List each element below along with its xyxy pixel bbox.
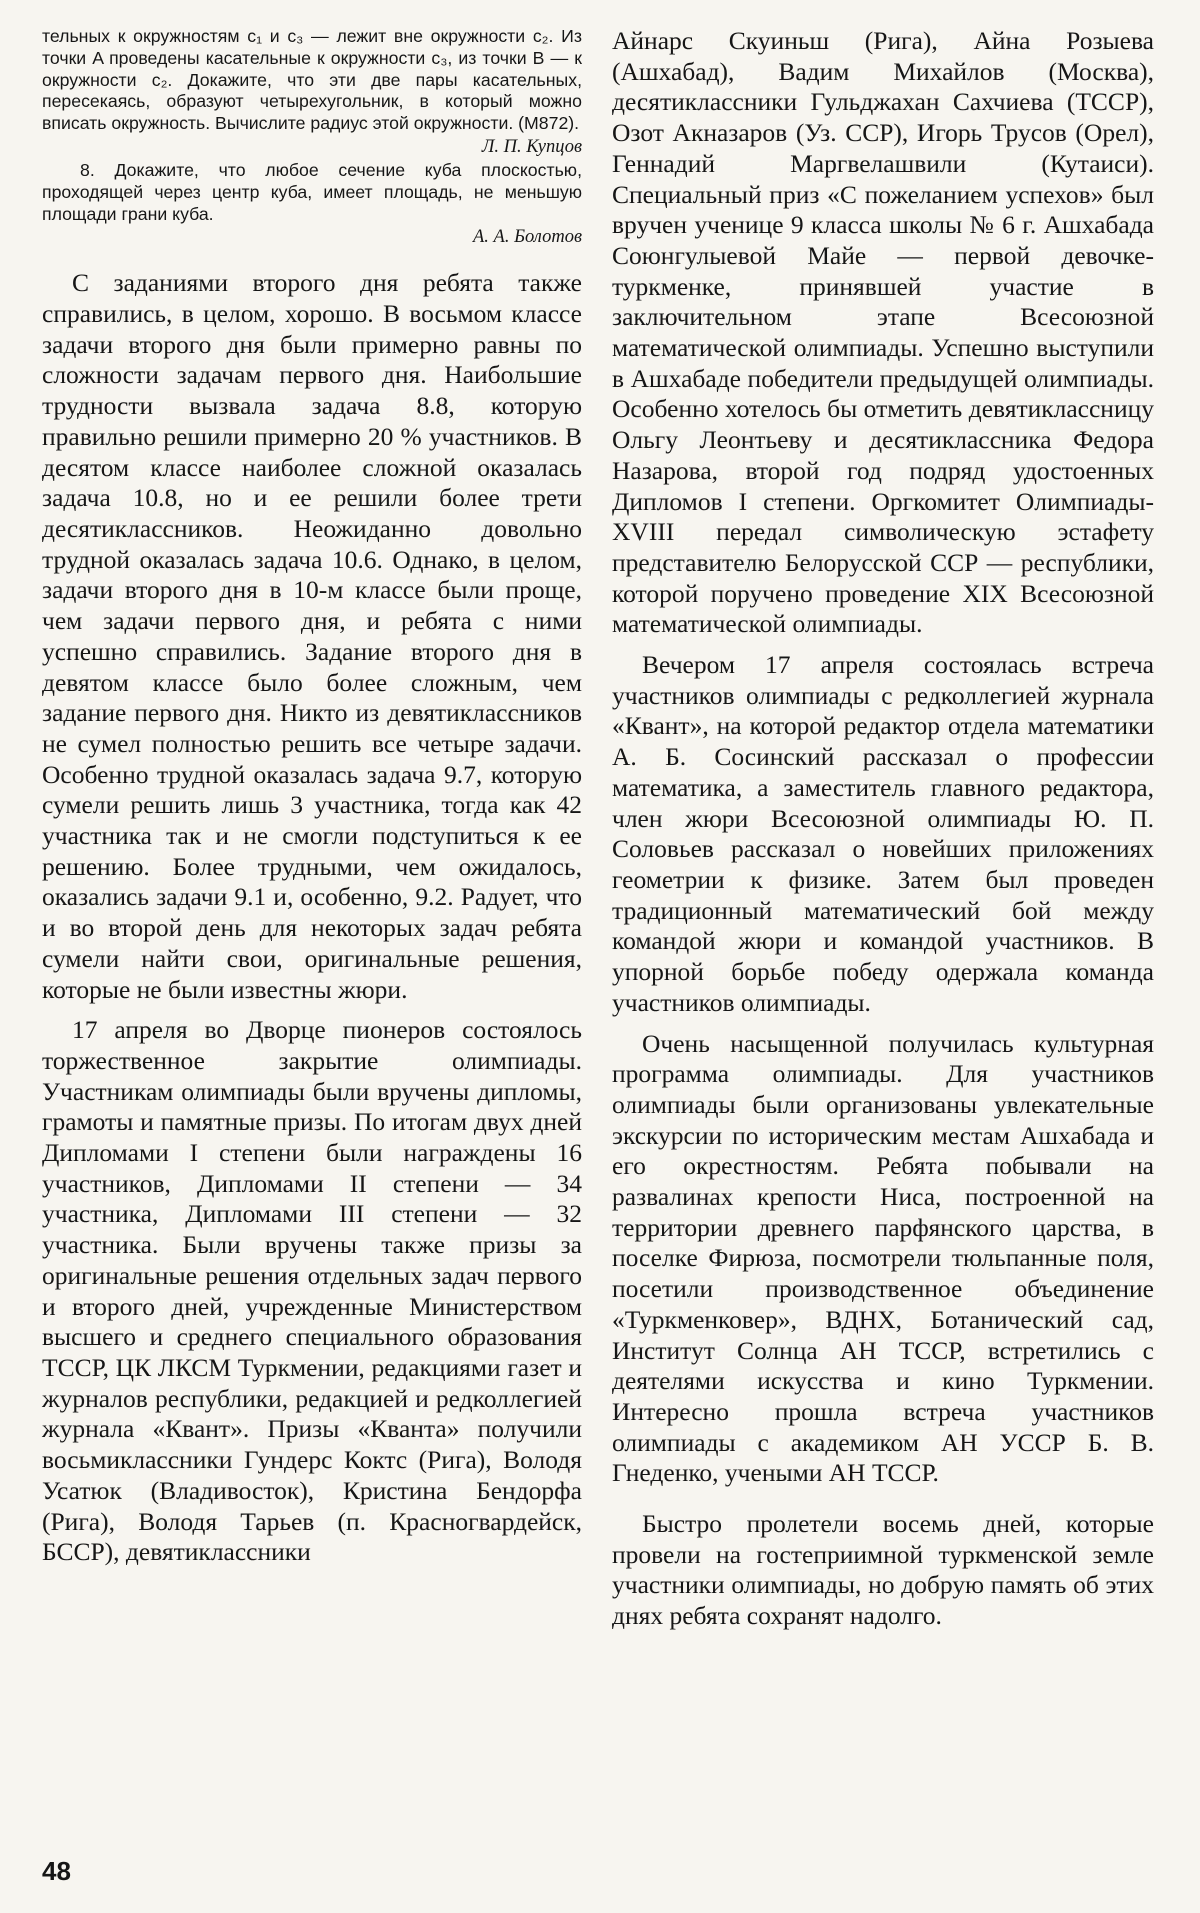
article-paragraph: Айнарс Скуиньш (Рига), Айна Розыева (Ашхабад), Вадим Михайлов (Москва), десятиклассники Гульджахан Сахчиева (ТССР), Озот Акназаров (Уз. ССР), Игорь Трусов (Орел), Геннадий Маргвелашвили (Кутаиси). Специальный приз «С пожеланием успехов» был вручен ученице 9 класса школы № 6 г. Ашхабада Союнгулыевой Майе — первой девочке-туркменке, принявшей участие в заключительном этапе Всесоюзной математической олимпиады. Успешно выступили в Ашхабаде победители предыдущей олимпиады. Особенно хотелось бы отметить девятиклассницу Ольгу Леонтьеву и десятиклассника Федора Назарова, второй год подряд удостоенных Дипломов I степени. Оргкомитет Олимпиады-XVIII передал символическую эстафету представителю Белорусской ССР — республики, которой поручено проведение XIX Всесоюзной математической олимпиады.	[612, 26, 1154, 639]
article-paragraph: Быстро пролетели восемь дней, которые провели на гостеприимной туркменской земле участники олимпиады, но добрую память об этих днях ребята сохранят надолго.	[612, 1509, 1154, 1631]
article-paragraph: 17 апреля во Дворце пионеров состоялось торжественное закрытие олимпиады. Участникам олимпиады были вручены дипломы, грамоты и памятные призы. По итогам двух дней Дипломами I степени были награждены 16 участников, Дипломами II степени — 34 участника, Дипломами III степени — 32 участника. Были вручены также призы за оригинальные решения отдельных задач первого и второго дней, учрежденные Министерством высшего и среднего специального образования ТССР, ЦК ЛКСМ Туркмении, редакциями газет и журналов республики, редакцией и редколлегией журнала «Квант». Призы «Кванта» получили восьмиклассники Гундерс Коктс (Рига), Володя Усатюк (Владивосток), Кристина Бендорфа (Рига), Володя Тарьев (п. Красногвардейск, БССР), девятиклассники	[42, 1015, 582, 1567]
problem-7-tail: тельных к окружностям c₁ и c₃ — лежит вне окружности c₂. Из точки A проведены касательные к окружности c₃, из точки B — к окружности c₂. Докажите, что эти две пары касательных, пересекаясь, образуют четырехугольник, в который можно вписать окружность. Вычислите радиус этой окружности. (М872).	[42, 26, 582, 134]
article-paragraph: Очень насыщенной получилась культурная программа олимпиады. Для участников олимпиады были организованы увлекательные экскурсии по историческим местам Ашхабада и его окрестностям. Ребята побывали на развалинах крепости Ниса, построенной на территории древнего парфянского царства, в поселке Фирюза, посмотрели тюльпанные поля, посетили производственное объединение «Туркменковер», ВДНХ, Ботанический сад, Институт Солнца АН ТССР, встретились с деятелями искусства и кино Туркмении. Интересно прошла встреча участников олимпиады с академиком АН УССР Б. В. Гнеденко, учеными АН ТССР.	[612, 1028, 1154, 1488]
problem-8-author: А. А. Болотов	[473, 227, 582, 248]
article-paragraph: Вечером 17 апреля состоялась встреча участников олимпиады с редколлегией журнала «Квант», на которой редактор отдела математики А. Б. Сосинский рассказал о профессии математика, а заместитель главного редактора, член жюри Всесоюзной олимпиады Ю. П. Соловьев рассказал о новейших приложениях геометрии к физике. Затем был проведен традиционный математический бой между командой жюри и командой участников. В упорной борьбе победу одержала команда участников олимпиады.	[612, 650, 1154, 1017]
right-column	[612, 26, 1154, 1632]
problem-7-author: Л. П. Купцов	[481, 136, 582, 157]
page-number: 48	[42, 1856, 71, 1886]
left-column	[42, 26, 582, 1568]
problem-8-text: 8. Докажите, что любое сечение куба плоскостью, проходящей через центр куба, имеет площадь, не меньшую площади грани куба.	[42, 159, 582, 224]
section-gap	[42, 250, 582, 268]
article-paragraph: С заданиями второго дня ребята также справились, в целом, хорошо. В восьмом классе задачи второго дня были примерно равны по сложности задачам первого дня. Наибольшие трудности вызвала задача 8.8, которую правильно решили примерно 20 % участников. В десятом классе наиболее сложной оказалась задача 10.8, но и ее решили более трети десятиклассников. Неожиданно довольно трудной оказалась задача 10.6. Однако, в целом, задачи второго дня в 10-м классе были проще, чем задачи первого дня, и ребята с ними успешно справились. Задание второго дня в девятом классе было более сложным, чем задание первого дня. Никто из девятиклассников не сумел полностью решить все четыре задачи. Особенно трудной оказалась задача 9.7, которую сумели решить лишь 3 участника, тогда как 42 участника так и не смогли подступиться к ее решению. Более трудными, чем ожидалось, оказались задачи 9.1 и, особенно, 9.2. Радует, что и во второй день для некоторых задач ребята сумели найти свои, оригинальные решения, которые не были известны жюри.	[42, 268, 582, 1004]
